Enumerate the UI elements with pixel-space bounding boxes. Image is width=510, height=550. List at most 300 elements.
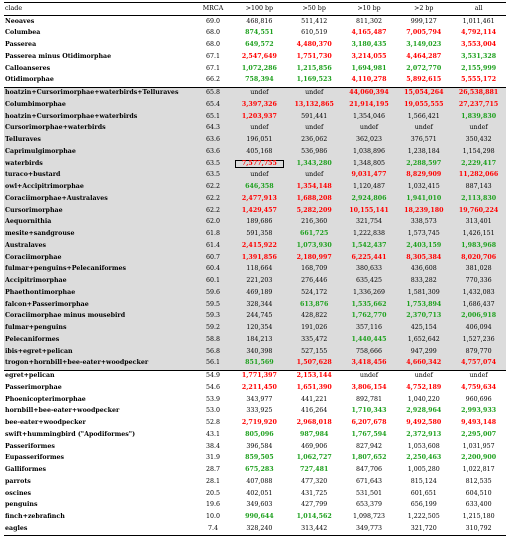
value-cell: 477,320 [301, 477, 328, 485]
table-row [4, 276, 506, 288]
clade-cell: finch+zebrafinch [5, 513, 65, 521]
value-cell: 661,725 [287, 229, 342, 241]
value-cell: undef [232, 123, 287, 135]
value-cell: 999,127 [410, 17, 437, 25]
value-cell: 2,200,900 [461, 454, 497, 462]
table-body [4, 16, 506, 536]
mrca-cell: 54.9 [194, 370, 232, 382]
clade-cell: parrots [5, 477, 31, 485]
mrca-cell: 61.4 [194, 240, 232, 252]
value-cell: 13,132,865 [287, 99, 342, 111]
value-cell: 1,535,662 [342, 299, 397, 311]
value-cell: 1,688,208 [287, 193, 342, 205]
mrca-cell: 62.2 [194, 205, 232, 217]
value-cell: 4,752,189 [406, 383, 442, 391]
value-cell: 4,110,278 [351, 76, 387, 84]
value-cell: 441,221 [301, 395, 328, 403]
value-cell: 321,754 [342, 217, 397, 229]
value-cell: 196,051 [232, 135, 287, 147]
clade-cell: Coraciimorphae [4, 252, 194, 264]
value-cell: 2,547,649 [241, 52, 277, 60]
value-cell: 892,781 [355, 395, 383, 403]
value-cell: 381,028 [451, 264, 506, 276]
mrca-cell: 60.1 [194, 276, 232, 288]
mrca-cell: 53.9 [205, 395, 221, 403]
value-cell: 469,906 [301, 442, 328, 450]
value-cell: 4,464,287 [406, 52, 442, 60]
value-cell: 1,573,745 [396, 229, 451, 241]
table-row [4, 252, 506, 264]
clade-cell: hoatzin+Cursorimorphae+waterbirds [4, 111, 194, 123]
value-cell: 536,986 [287, 146, 342, 158]
table-row [4, 40, 506, 52]
value-cell: 7,005,794 [406, 29, 442, 37]
clade-cell: Phaethontimorphae [4, 287, 194, 299]
value-cell: 328,240 [232, 523, 287, 535]
value-cell: 847,706 [355, 466, 383, 474]
value-cell: 1,222,838 [342, 229, 397, 241]
value-cell: 2,288,597 [396, 158, 451, 170]
header-mrca: MRCA [194, 3, 232, 16]
value-cell: 1,040,220 [407, 395, 440, 403]
value-cell: 671,643 [355, 477, 383, 485]
clade-cell: Phoenicopterimorphae [5, 395, 86, 403]
mrca-cell: 31.9 [205, 454, 221, 462]
value-cell: 633,400 [465, 501, 492, 509]
table-row [4, 311, 506, 323]
value-cell [232, 158, 287, 170]
value-cell: 1,354,046 [342, 111, 397, 123]
value-cell: 27,237,715 [451, 99, 506, 111]
table-row [4, 158, 506, 170]
value-cell: 436,608 [396, 264, 451, 276]
value-cell: 1,762,770 [342, 311, 397, 323]
value-cell: 2,113,830 [451, 193, 506, 205]
value-cell: 646,358 [232, 182, 287, 194]
value-cell: 5,282,209 [287, 205, 342, 217]
value-cell: 1,767,594 [351, 430, 387, 438]
value-cell: 19,760,224 [451, 205, 506, 217]
clade-cell: eagles [4, 523, 194, 535]
value-cell: undef [396, 370, 451, 382]
value-cell: 236,062 [287, 135, 342, 147]
value-cell: 879,770 [451, 346, 506, 358]
value-cell: 2,924,806 [342, 193, 397, 205]
mrca-cell: 20.5 [205, 489, 221, 497]
value-cell: 427,799 [301, 501, 328, 509]
value-cell: 675,283 [245, 466, 274, 474]
table-row [4, 229, 506, 241]
mrca-cell: 63.5 [194, 158, 232, 170]
table-row [4, 512, 506, 524]
table-row [4, 358, 506, 370]
value-cell: 1,120,487 [342, 182, 397, 194]
value-cell: 313,401 [451, 217, 506, 229]
value-cell: 2,928,964 [406, 407, 442, 415]
value-cell: 221,203 [232, 276, 287, 288]
header-100bp: >100 bp [232, 3, 287, 16]
table-row [4, 453, 506, 465]
value-cell: 8,020,706 [451, 252, 506, 264]
value-cell: 833,282 [396, 276, 451, 288]
value-cell: 758,666 [342, 346, 397, 358]
value-cell: 2,372,913 [406, 430, 442, 438]
mrca-cell: 53.0 [205, 407, 221, 415]
value-cell: 1,098,723 [352, 513, 386, 521]
value-cell: undef [451, 370, 506, 382]
value-cell: 3,397,326 [232, 99, 287, 111]
table-row [4, 170, 506, 182]
value-cell: 649,572 [245, 41, 274, 49]
clade-cell: Columbimorphae [4, 99, 194, 111]
clade-cell: Passeriformes [5, 442, 55, 450]
value-cell: 44,060,394 [342, 87, 397, 99]
value-cell: 1,983,968 [451, 240, 506, 252]
value-cell: 1,941,010 [396, 193, 451, 205]
value-cell: 21,914,195 [342, 99, 397, 111]
value-cell: 333,925 [246, 407, 273, 415]
value-cell: 3,418,456 [342, 358, 397, 370]
value-cell: 402,051 [246, 489, 273, 497]
mrca-cell: 66.2 [205, 76, 221, 84]
value-cell: 362,023 [342, 135, 397, 147]
mrca-cell: 64.3 [194, 123, 232, 135]
value-cell: 524,172 [287, 287, 342, 299]
value-cell: 2,719,920 [241, 419, 277, 427]
mrca-cell: 19.6 [205, 501, 221, 509]
value-cell: 15,054,264 [396, 87, 451, 99]
value-cell: 1,432,083 [451, 287, 506, 299]
table-row [4, 123, 506, 135]
value-cell: 4,759,634 [461, 383, 497, 391]
value-cell: 591,358 [232, 229, 287, 241]
value-cell: 727,481 [299, 466, 329, 474]
table-row [4, 87, 506, 99]
value-cell: 1,652,642 [396, 334, 451, 346]
mrca-cell: 60.4 [194, 264, 232, 276]
table-row [4, 111, 506, 123]
mrca-cell: 52.8 [205, 419, 221, 427]
value-cell: 11,282,066 [451, 170, 506, 182]
value-cell: 1,542,437 [342, 240, 397, 252]
value-cell: 6,207,678 [351, 419, 387, 427]
value-cell: 10,155,141 [342, 205, 397, 217]
header-all: all [451, 3, 506, 16]
value-cell: undef [232, 170, 287, 182]
table-row [4, 441, 506, 453]
value-cell: 1,169,523 [296, 76, 332, 84]
clade-cell: falcon+Passerimorphae [4, 299, 194, 311]
mrca-cell: 63.6 [194, 146, 232, 158]
value-cell: 3,553,004 [461, 41, 497, 49]
mrca-cell: 65.4 [194, 99, 232, 111]
value-cell: 405,168 [232, 146, 287, 158]
mrca-cell: 62.0 [194, 217, 232, 229]
value-cell: 350,432 [451, 135, 506, 147]
value-cell: 184,213 [232, 334, 287, 346]
table-row [4, 394, 506, 406]
mrca-cell: 62.2 [194, 193, 232, 205]
value-cell: 1,771,397 [232, 370, 287, 382]
clade-cell: waterbirds [4, 158, 194, 170]
value-cell: 613,876 [287, 299, 342, 311]
clade-cell: penguins [5, 501, 38, 509]
value-cell: 4,480,370 [296, 41, 332, 49]
clade-cell: Neoaves [5, 17, 35, 25]
value-cell: 313,442 [287, 523, 342, 535]
value-cell: 758,394 [245, 76, 274, 84]
value-cell: 3,806,154 [351, 383, 387, 391]
value-cell: 815,124 [410, 477, 437, 485]
clade-cell: ibis+egret+pelican [4, 346, 194, 358]
value-cell: 4,165,487 [351, 29, 387, 37]
mrca-cell: 68.0 [205, 41, 221, 49]
value-cell: 2,250,463 [406, 454, 442, 462]
value-cell: 216,360 [287, 217, 342, 229]
value-cell: 1,429,457 [232, 205, 287, 217]
clade-cell: turaco+bustard [4, 170, 194, 182]
value-cell: 406,094 [451, 323, 506, 335]
value-cell: 887,143 [451, 182, 506, 194]
value-cell: 431,725 [301, 489, 328, 497]
clade-cell: Passerimorphae [5, 383, 62, 391]
value-cell: 2,229,417 [451, 158, 506, 170]
mrca-cell: 63.5 [194, 170, 232, 182]
mrca-cell: 38.4 [205, 442, 221, 450]
table-row [4, 406, 506, 418]
value-cell: 1,336,269 [342, 287, 397, 299]
value-cell: 2,072,770 [406, 64, 442, 72]
value-cell: 527,155 [287, 346, 342, 358]
value-cell: 1,710,343 [351, 407, 387, 415]
header-50bp: >50 bp [287, 3, 342, 16]
table-row [4, 135, 506, 147]
mrca-cell: 28.7 [205, 466, 221, 474]
clade-cell: Aequornithia [4, 217, 194, 229]
value-cell: 859,505 [245, 454, 274, 462]
clade-cell: owl+Accipitrimorphae [4, 182, 194, 194]
clade-cell: Caprimulgimorphae [4, 146, 194, 158]
value-cell: 469,189 [232, 287, 287, 299]
table-row [4, 240, 506, 252]
value-cell: 2,211,450 [241, 383, 277, 391]
table-row [4, 334, 506, 346]
value-cell: 2,968,018 [296, 419, 332, 427]
value-cell: 349,773 [342, 523, 397, 535]
value-cell: 335,472 [287, 334, 342, 346]
mrca-cell: 63.6 [194, 135, 232, 147]
value-cell: 1,215,856 [296, 64, 332, 72]
value-cell: 357,116 [342, 323, 397, 335]
table-row [4, 465, 506, 477]
value-cell: 1,753,894 [396, 299, 451, 311]
value-cell: 531,501 [355, 489, 383, 497]
value-cell: 591,441 [287, 111, 342, 123]
table-row [4, 488, 506, 500]
clade-cell: fulmar+penguins+Pelecaniformes [4, 264, 194, 276]
value-cell: 5,892,615 [406, 76, 442, 84]
highlighted-value: 7,577,755 [235, 160, 284, 168]
mrca-cell: 60.7 [194, 252, 232, 264]
value-cell: 1,072,286 [241, 64, 277, 72]
header-10bp: >10 bp [342, 3, 397, 16]
value-cell: 6,225,441 [342, 252, 397, 264]
value-cell: 635,425 [342, 276, 397, 288]
value-cell: 1,343,280 [287, 158, 342, 170]
value-cell: undef [342, 370, 397, 382]
table-row [4, 418, 506, 430]
table-row [4, 205, 506, 217]
table-row [4, 287, 506, 299]
mrca-cell: 43.1 [205, 430, 221, 438]
value-cell: 4,757,074 [451, 358, 506, 370]
value-cell: 1,038,896 [342, 146, 397, 158]
table-row [4, 299, 506, 311]
value-cell: 168,709 [287, 264, 342, 276]
value-cell: undef [342, 123, 397, 135]
value-cell: 1,807,652 [351, 454, 387, 462]
value-cell: 3,531,328 [461, 52, 497, 60]
rate-table [4, 2, 506, 536]
value-cell: 851,569 [232, 358, 287, 370]
mrca-cell: 61.8 [194, 229, 232, 241]
value-cell: 2,415,922 [232, 240, 287, 252]
mrca-cell: 67.1 [205, 52, 221, 60]
clade-cell: Telluraves [4, 135, 194, 147]
value-cell: 4,660,342 [396, 358, 451, 370]
table-row [4, 63, 506, 75]
mrca-cell: 7.4 [194, 523, 232, 535]
value-cell: 191,026 [287, 323, 342, 335]
value-cell: 8,829,909 [396, 170, 451, 182]
mrca-cell: 56.8 [194, 346, 232, 358]
value-cell: 511,412 [301, 17, 328, 25]
clade-cell: Columbea [5, 29, 41, 37]
value-cell: 827,942 [355, 442, 383, 450]
value-cell: 396,584 [246, 442, 273, 450]
mrca-cell: 59.2 [194, 323, 232, 335]
value-cell: 2,295,007 [461, 430, 497, 438]
value-cell: 468,816 [246, 17, 273, 25]
value-cell: 26,538,881 [451, 87, 506, 99]
value-cell: 1,053,608 [407, 442, 440, 450]
table-row [4, 500, 506, 512]
clade-cell: Galliformes [5, 466, 47, 474]
value-cell: 1,354,148 [287, 182, 342, 194]
value-cell: 960,696 [465, 395, 492, 403]
clade-cell: hoatzin+Cursorimorphae+waterbirds+Telluraves [4, 87, 194, 99]
value-cell: undef [451, 123, 506, 135]
value-cell: 1,011,461 [462, 17, 495, 25]
clade-cell: trogon+hornbill+bee-eater+woodpecker [4, 358, 194, 370]
value-cell: 1,839,830 [451, 111, 506, 123]
value-cell: undef [396, 123, 451, 135]
value-cell: 376,571 [396, 135, 451, 147]
mrca-cell: 62.2 [194, 182, 232, 194]
value-cell: 812,535 [465, 477, 492, 485]
clade-cell: Passerea minus Otidimorphae [5, 52, 112, 60]
value-cell: 1,014,562 [296, 513, 332, 521]
value-cell: undef [232, 87, 287, 99]
table-row [4, 146, 506, 158]
value-cell: 1,651,390 [296, 383, 332, 391]
value-cell: 2,993,933 [461, 407, 497, 415]
clade-cell: Calloanseres [5, 64, 51, 72]
clade-cell: Passerea [5, 41, 37, 49]
value-cell: 2,153,144 [287, 370, 342, 382]
value-cell: 1,694,981 [351, 64, 387, 72]
table-row [4, 346, 506, 358]
mrca-cell: 56.1 [194, 358, 232, 370]
header-clade: clade [4, 3, 194, 16]
clade-cell: Coraciimorphae minus mousebird [4, 311, 194, 323]
table-row [4, 323, 506, 335]
value-cell: 656,199 [410, 501, 437, 509]
table-row [4, 382, 506, 394]
value-cell: 1,507,628 [287, 358, 342, 370]
mrca-cell: 65.8 [194, 87, 232, 99]
value-cell: 2,006,918 [451, 311, 506, 323]
value-cell: 653,379 [355, 501, 383, 509]
value-cell: 1,391,856 [232, 252, 287, 264]
table-row [4, 182, 506, 194]
value-cell: 1,238,184 [396, 146, 451, 158]
table-row [4, 16, 506, 28]
mrca-cell: 68.0 [205, 29, 221, 37]
value-cell: 1,581,309 [396, 287, 451, 299]
clade-cell: mesite+sandgrouse [4, 229, 194, 241]
value-cell: 5,555,172 [461, 76, 497, 84]
value-cell: 805,096 [245, 430, 274, 438]
table-header [4, 3, 506, 16]
value-cell: 990,644 [245, 513, 274, 521]
value-cell: 276,446 [287, 276, 342, 288]
mrca-cell: 65.1 [194, 111, 232, 123]
value-cell: 189,686 [232, 217, 287, 229]
value-cell: 343,977 [246, 395, 273, 403]
value-cell: 407,088 [246, 477, 273, 485]
value-cell: 8,305,384 [396, 252, 451, 264]
value-cell: 1,215,180 [462, 513, 495, 521]
value-cell: 1,203,937 [232, 111, 287, 123]
value-cell: 310,792 [451, 523, 506, 535]
value-cell: 9,493,148 [461, 419, 497, 427]
clade-cell: swift+hummingbird ("Apodiformes") [5, 430, 136, 438]
value-cell: 1,566,421 [396, 111, 451, 123]
header-2bp: >2 bp [396, 3, 451, 16]
value-cell: 770,336 [451, 276, 506, 288]
clade-cell: oscines [5, 489, 32, 497]
value-cell: undef [287, 170, 342, 182]
value-cell: 2,155,999 [461, 64, 497, 72]
value-cell: 3,214,055 [351, 52, 387, 60]
value-cell: 1,022,817 [462, 466, 495, 474]
value-cell: 1,686,437 [451, 299, 506, 311]
value-cell: undef [287, 123, 342, 135]
value-cell: 1,032,415 [396, 182, 451, 194]
mrca-cell: 28.1 [205, 477, 221, 485]
value-cell: 118,664 [232, 264, 287, 276]
value-cell: 1,154,298 [451, 146, 506, 158]
value-cell: 425,154 [396, 323, 451, 335]
value-cell: 1,751,730 [296, 52, 332, 60]
mrca-cell: 59.3 [194, 311, 232, 323]
table-row [4, 264, 506, 276]
clade-cell: fulmar+penguins [4, 323, 194, 335]
table-row [4, 523, 506, 535]
value-cell: 380,633 [342, 264, 397, 276]
clade-cell: Otidimorphae [5, 76, 54, 84]
